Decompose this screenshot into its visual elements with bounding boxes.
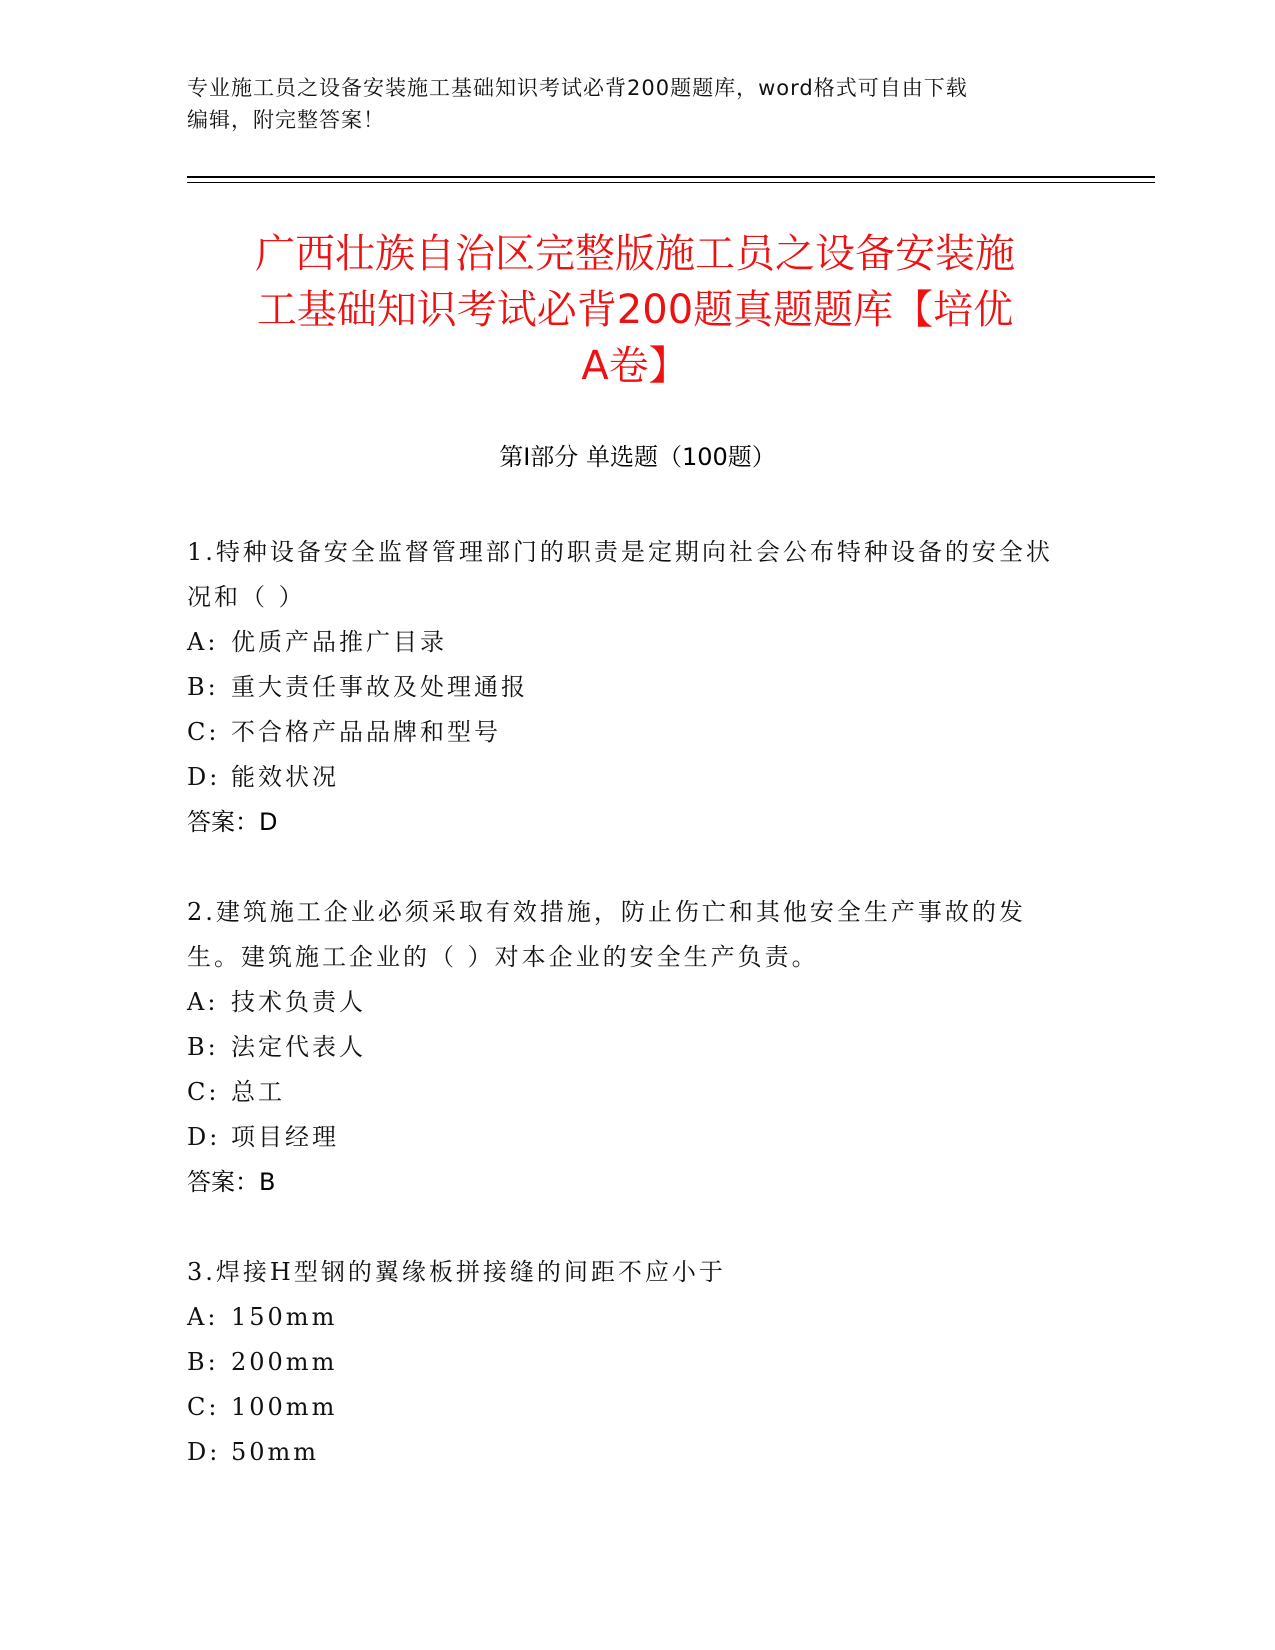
option-b [187, 1025, 1067, 1070]
option-b [187, 665, 1067, 710]
question-stem: 2.建筑施工企业必须采取有效措施，防止伤亡和其他安全生产事故的发生。建筑施工企业的（ ）对本企业的安全生产负责。 [187, 898, 1026, 971]
option-key: C: [187, 1393, 220, 1421]
option-key: B: [187, 673, 219, 701]
header-divider-thin [187, 182, 1155, 183]
option-key: C: [187, 1078, 220, 1106]
question-stem: 3.焊接H型钢的翼缘板拼接缝的间距不应小于 [187, 1258, 726, 1286]
option-text: 技术负责人 [231, 988, 366, 1016]
option-a [187, 980, 1067, 1025]
option-text: 法定代表人 [231, 1033, 366, 1061]
option-key: A: [187, 628, 219, 656]
title-line-3: A卷】 [581, 343, 689, 389]
option-key: B: [187, 1033, 219, 1061]
question-stem: 1.特种设备安全监督管理部门的职责是定期向社会公布特种设备的安全状况和（ ） [187, 538, 1053, 611]
question-list [187, 530, 1067, 1520]
option-key: D: [187, 1123, 221, 1151]
option-a [187, 1295, 1067, 1340]
answer-line: 答案：B [187, 1168, 276, 1196]
option-text: 项目经理 [231, 1123, 339, 1151]
option-text: 不合格产品品牌和型号 [231, 718, 501, 746]
answer-line: 答案：D [187, 808, 278, 836]
option-text: 100mm [231, 1393, 338, 1421]
option-text: 重大责任事故及处理通报 [231, 673, 528, 701]
option-key: A: [187, 1303, 219, 1331]
question-item [187, 890, 1067, 1205]
option-d [187, 1430, 1067, 1475]
option-text: 能效状况 [231, 763, 339, 791]
option-text: 150mm [231, 1303, 338, 1331]
option-b [187, 1340, 1067, 1385]
document-title [150, 226, 1120, 394]
option-key: D: [187, 1438, 221, 1466]
title-line-1: 广西壮族自治区完整版施工员之设备安装施 [255, 231, 1015, 277]
question-item [187, 530, 1067, 845]
option-text: 50mm [231, 1438, 320, 1466]
option-key: A: [187, 988, 219, 1016]
option-key: B: [187, 1348, 219, 1376]
option-a [187, 620, 1067, 665]
option-text: 200mm [231, 1348, 338, 1376]
header-divider-thick [187, 176, 1155, 178]
option-d [187, 755, 1067, 800]
option-c [187, 1070, 1067, 1115]
option-key: D: [187, 763, 221, 791]
option-c [187, 710, 1067, 755]
option-d [187, 1115, 1067, 1160]
document-header [187, 72, 1087, 136]
option-key: C: [187, 718, 220, 746]
section-heading: 第I部分 单选题（100题） [499, 443, 776, 471]
question-item [187, 1250, 1067, 1475]
option-c [187, 1385, 1067, 1430]
header-line-2: 编辑，附完整答案！ [187, 108, 385, 132]
option-text: 优质产品推广目录 [231, 628, 447, 656]
option-text: 总工 [231, 1078, 285, 1106]
header-line-1: 专业施工员之设备安装施工基础知识考试必背200题题库，word格式可自由下载 [187, 76, 968, 100]
title-line-2: 工基础知识考试必背200题真题题库【培优 [256, 287, 1014, 333]
